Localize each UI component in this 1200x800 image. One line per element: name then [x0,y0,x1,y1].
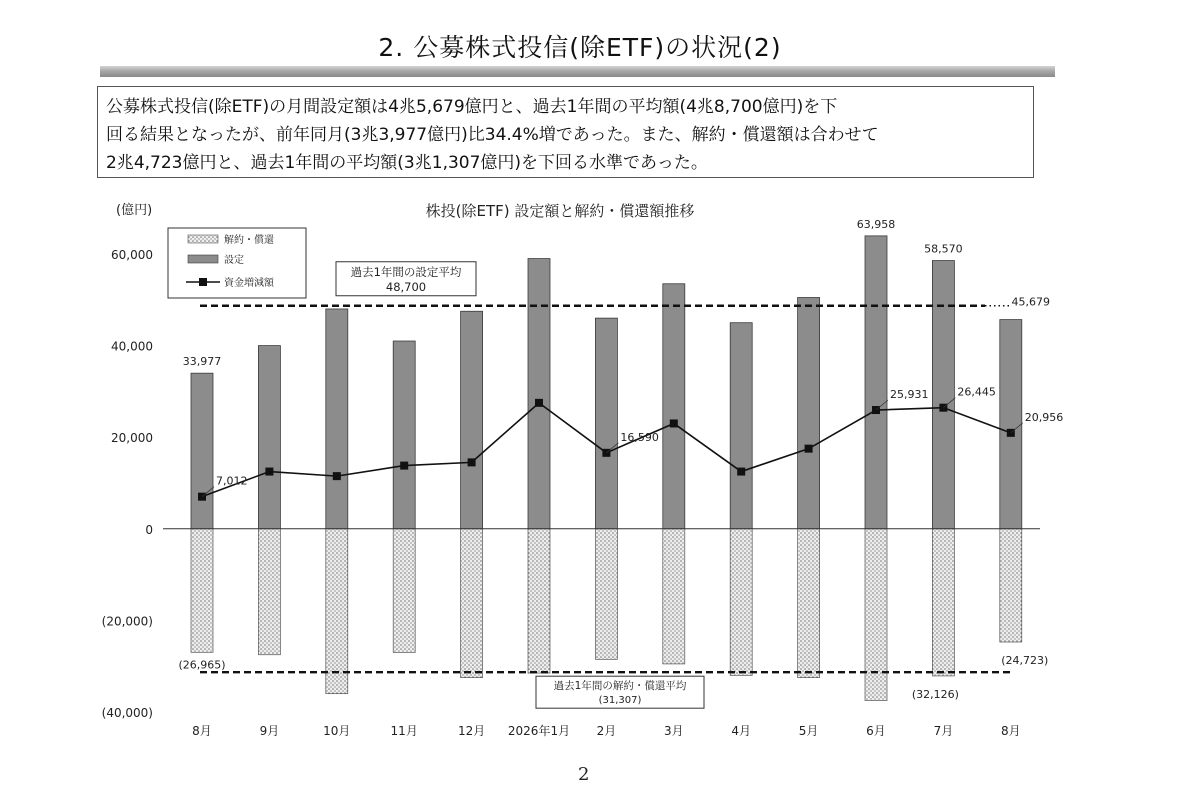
net-flow-marker [805,445,813,453]
y-tick-label: 0 [145,522,153,537]
page-number: 2 [578,764,590,785]
redemption-bar [932,529,954,676]
subscription-value-label: 63,958 [856,217,896,231]
x-tick-label: 8月 [1000,724,1021,738]
x-tick-label: 3月 [663,724,684,738]
net-flow-marker [400,462,408,470]
x-tick-label: 8月 [192,724,212,738]
x-tick-label: 7月 [933,724,954,738]
subscription-value-label: 45,679 [1011,295,1051,309]
legend-label: 解約・償還 [224,235,274,246]
subscription-bar [798,298,820,529]
subscription-bar [1000,320,1022,529]
net-flow-marker [670,419,678,427]
summary-line-3: 2兆4,723億円と、過去1年間の平均額(3兆1,307億円)を下回る水準であった。 [106,153,708,173]
legend-label: 設定 [224,255,244,266]
redemption-average-callout-value: (31,307) [598,695,642,707]
net-value-label: 26,445 [957,385,996,399]
x-tick-label: 11月 [390,724,418,738]
redemption-bar [865,529,887,701]
subscription-bar [865,236,887,529]
subscription-value-label: 33,977 [182,355,222,369]
subscription-bar [932,261,954,529]
net-value-label: 25,931 [890,388,929,402]
legend-swatch-net-marker [199,278,207,286]
redemption-bar [326,529,348,694]
x-tick-label: 10月 [323,724,351,738]
subscription-bar [258,346,280,529]
x-tick-label: 6月 [866,724,886,738]
net-flow-marker [265,468,273,476]
net-value-label: 16,590 [620,430,659,444]
x-tick-label: 12月 [457,724,486,738]
redemption-value-label: (26,965) [178,658,226,672]
net-value-label: 20,956 [1024,410,1064,424]
redemption-bar [730,529,752,676]
y-axis-unit-label: (億円) [116,203,153,218]
subscription-bar [730,323,752,529]
redemption-bar [191,529,213,652]
redemption-value-label: (24,723) [1001,654,1049,668]
net-flow-marker [468,458,476,466]
subscription-average-callout-label: 過去1年間の設定平均 [350,264,462,279]
redemption-bar [258,529,280,655]
legend-label: 資金増減額 [224,278,274,289]
y-tick-label: (20,000) [101,614,153,629]
redemption-average-callout-label: 過去1年間の解約・償還平均 [553,680,687,693]
summary-line-1: 公募株式投信(除ETF)の月間設定額は4兆5,679億円と、過去1年間の平均額(4兆8,700億円)を下 [106,97,838,117]
y-tick-label: 60,000 [111,248,153,262]
legend-swatch-subscription [188,255,218,263]
x-tick-label: 9月 [259,724,280,738]
y-tick-label: (40,000) [101,706,153,720]
net-flow-marker [333,472,341,480]
redemption-value-label: (32,126) [911,687,959,701]
net-flow-marker [737,468,745,476]
legend-swatch-redemption [188,235,218,243]
chart-title: 株投(除ETF) 設定額と解約・償還額推移 [425,202,695,220]
subscription-bar [191,373,213,529]
subscription-average-callout-value: 48,700 [385,279,427,294]
redemption-bar [595,529,617,660]
subscription-bar [528,259,550,529]
redemption-bar [393,529,415,653]
x-tick-label: 2月 [596,724,617,738]
y-tick-label: 40,000 [111,339,153,354]
x-tick-label: 2026年1月 [507,724,571,738]
redemption-bar [1000,529,1022,642]
x-tick-label: 4月 [731,724,752,738]
page-title: 2. 公募株式投信(除ETF)の状況(2) [378,33,782,62]
subscription-bar [595,318,617,529]
subscription-bar [461,311,483,529]
redemption-bar [461,529,483,678]
subscription-bar [393,341,415,529]
net-value-label: 7,012 [216,474,248,488]
subscription-value-label: 58,570 [924,242,963,256]
y-tick-label: 20,000 [111,431,153,446]
redemption-bar [528,529,550,673]
subscription-bar [326,309,348,529]
summary-line-2: 回る結果となったが、前年同月(3兆3,977億円)比34.4%増であった。また、解約・償還額は合わせて [106,125,879,145]
redemption-bar [663,529,685,664]
net-flow-marker [535,399,543,407]
redemption-bar [798,529,820,678]
subscription-bar [663,284,685,529]
x-tick-label: 5月 [798,724,819,738]
